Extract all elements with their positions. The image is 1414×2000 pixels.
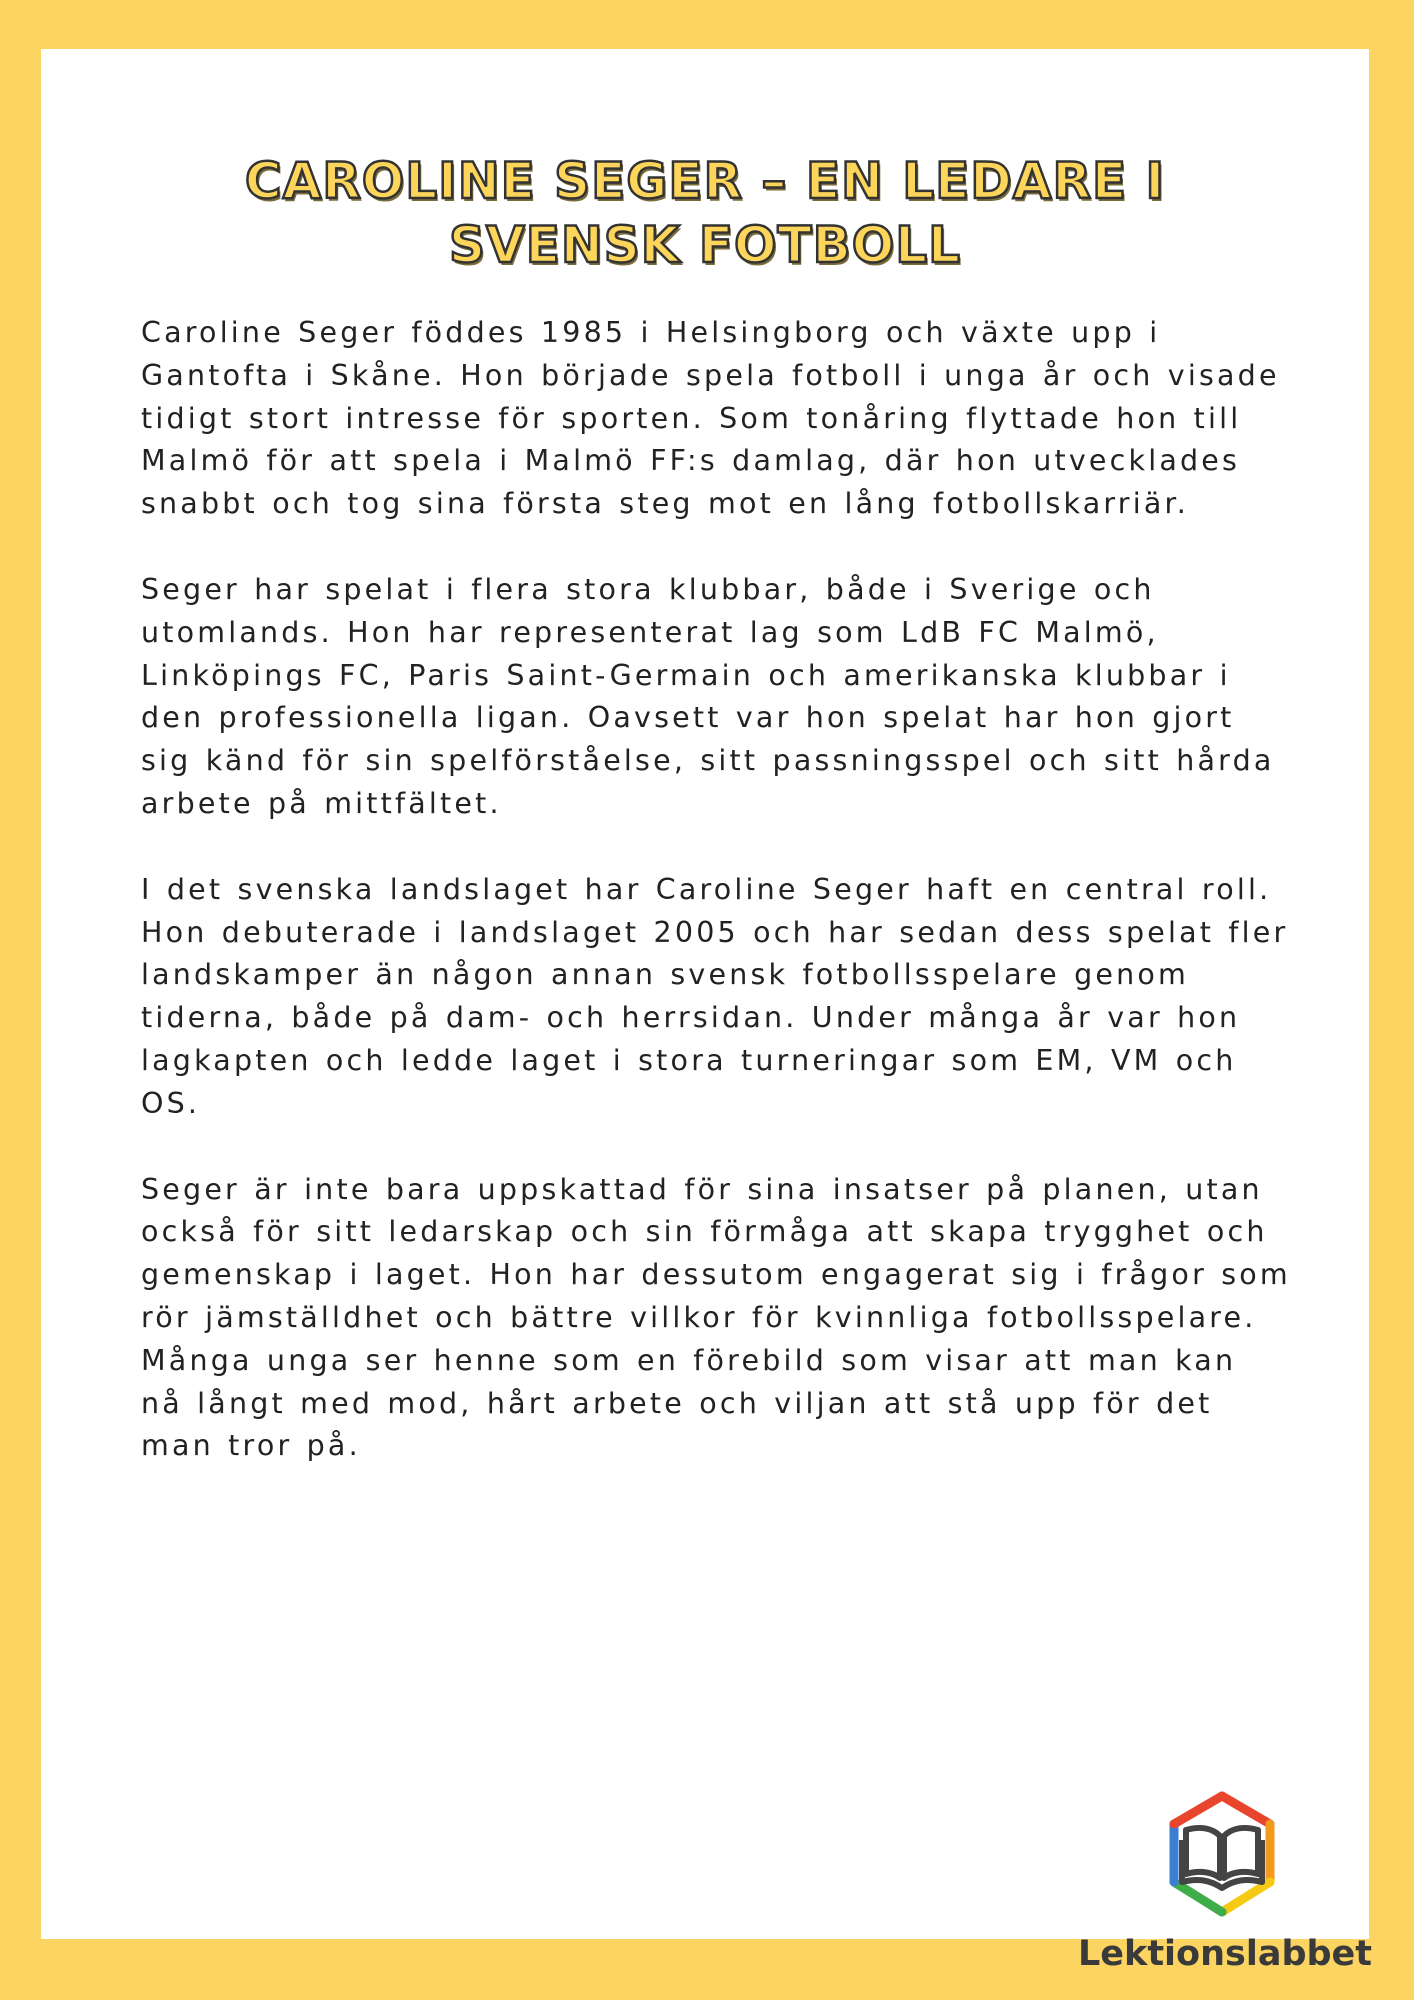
page-title: CAROLINE SEGER – EN LEDARE I SVENSK FOTBOLL <box>244 152 1166 274</box>
paragraph-4: Seger är inte bara uppskattad för sina insatser på planen, utan också för sitt ledarskap och sin förmåga att skapa trygghet och gemenskap i laget. Hon har dessutom engagerat sig i frågor som rör jämställdhet och bättre villkor för kvinnliga fotbollsspelare. Många unga ser henne som en förebild som visar att man kan nå långt med mod, hårt arbete och viljan att stå upp för det man tror på. <box>141 1172 1291 1463</box>
paragraph-3: I det svenska landslaget har Caroline Seger haft en central roll. Hon debuterade i landslaget 2005 och har sedan dess spelat fler landskamper än någon annan svensk fotbollsspelare genom tiderna, både på dam- och herrsidan. Under många år var hon lagkapten och ledde laget i stora turneringar som EM, VM och OS. <box>141 872 1289 1120</box>
document-page <box>41 49 1369 1939</box>
brand-name: Lektionslabbet <box>1078 1934 1373 1974</box>
article-body <box>141 312 1291 1511</box>
open-book-hexagon-icon <box>1160 1790 1284 1926</box>
paragraph-2: Seger har spelat i flera stora klubbar, både i Sverige och utomlands. Hon har representerat lag som LdB FC Malmö, Linköpings FC, Paris Saint-Germain och amerikanska klubbar i den professionella ligan. Oavsett var hon spelat har hon gjort sig känd för sin spelförståelse, sitt passningsspel och sitt hårda arbete på mittfältet. <box>141 572 1275 820</box>
paragraph-1: Caroline Seger föddes 1985 i Helsingborg och växte upp i Gantofta i Skåne. Hon började spela fotboll i unga år och visade tidigt stort intresse för sporten. Som tonåring flyttade hon till Malmö för att spela i Malmö FF:s damlag, där hon utvecklades snabbt och tog sina första steg mot en lång fotbollskarriär. <box>141 316 1280 521</box>
